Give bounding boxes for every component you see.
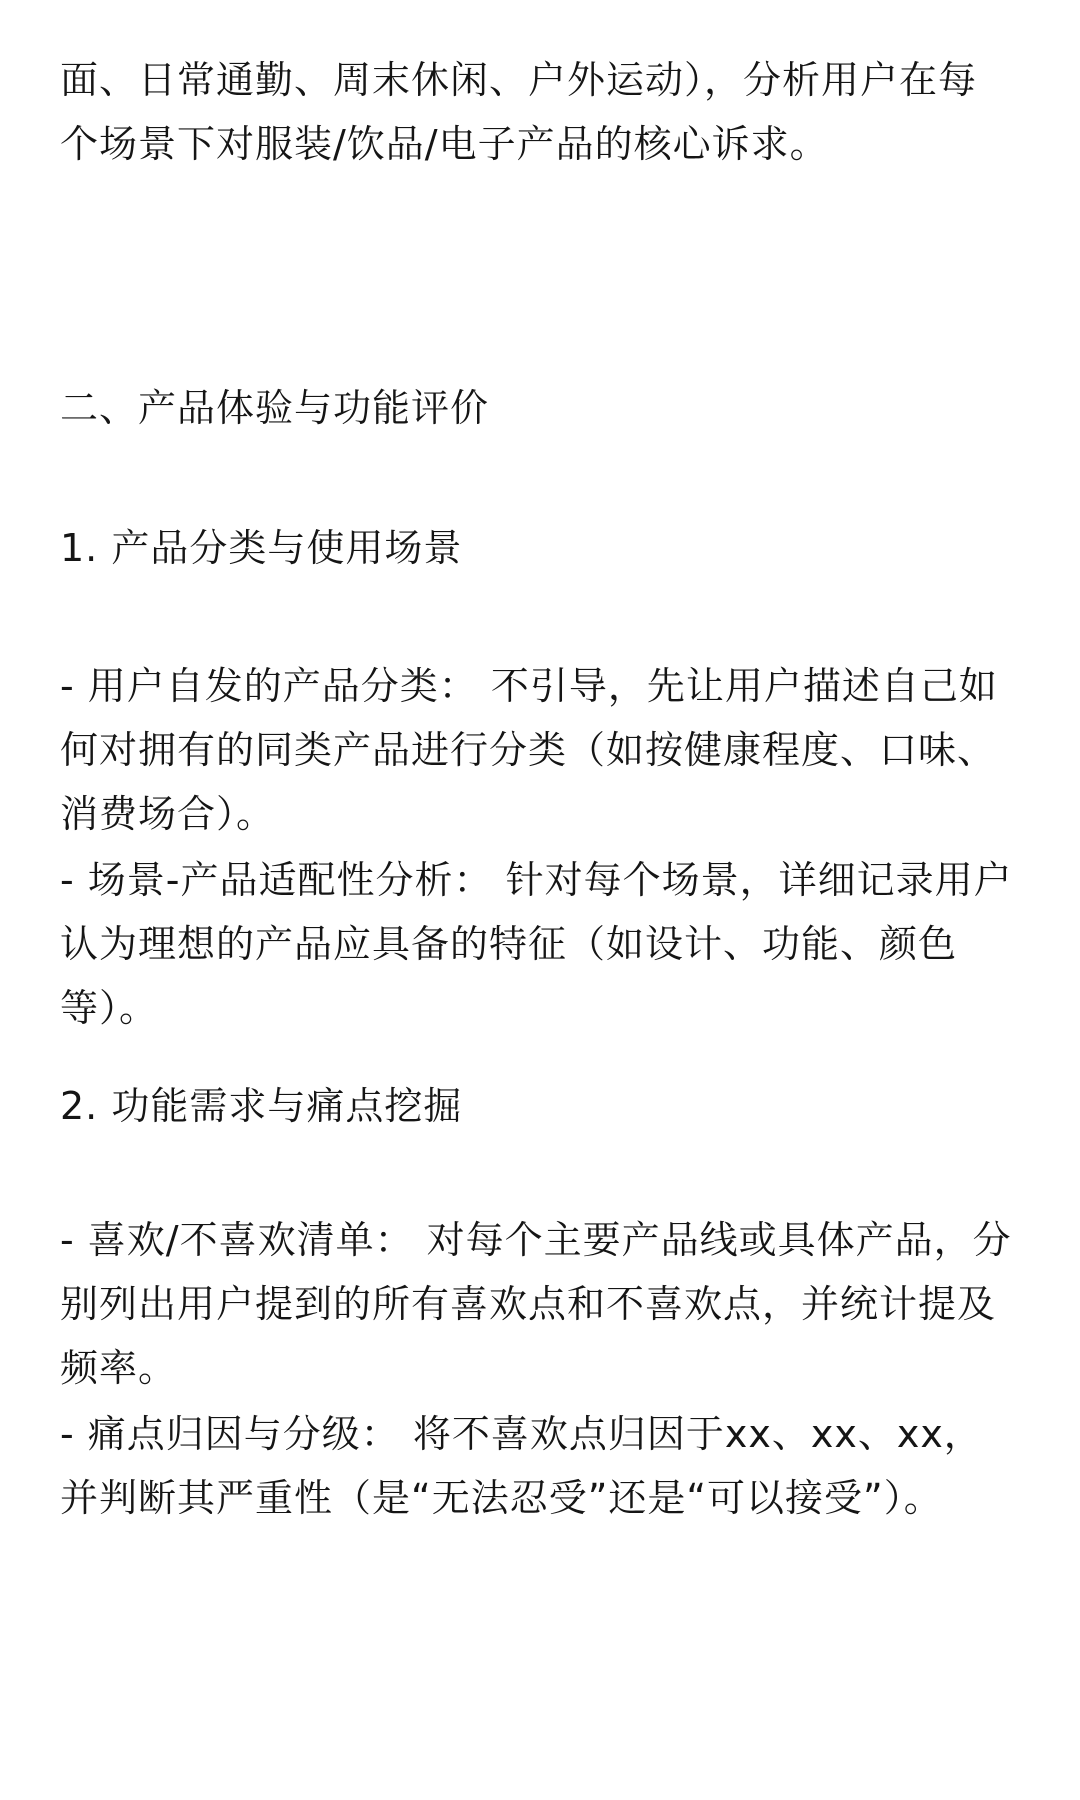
subsection-heading: [60, 1074, 1020, 1138]
intro-paragraph: [60, 48, 1020, 176]
text-line: 等）。: [60, 986, 159, 1030]
text-line: 并判断其严重性（是“无法忍受”还是“可以接受”）。: [60, 1476, 943, 1520]
text-line: 何对拥有的同类产品进行分类（如按健康程度、口味、: [60, 728, 997, 772]
subsection-heading-text: 1. 产品分类与使用场景: [60, 526, 463, 570]
text-line: 频率。: [60, 1346, 178, 1390]
bullet-paragraph: [60, 848, 1020, 1040]
section-heading: [60, 376, 1020, 440]
text-line: - 用户自发的产品分类： 不引导，先让用户描述自己如: [60, 664, 998, 708]
text-line: - 喜欢/不喜欢清单： 对每个主要产品线或具体产品，分: [60, 1218, 1012, 1262]
bullet-paragraph: [60, 1208, 1020, 1400]
subsection-heading-text: 2. 功能需求与痛点挖掘: [60, 1084, 463, 1128]
text-line: - 场景-产品适配性分析： 针对每个场景，详细记录用户: [60, 858, 1013, 902]
bullet-paragraph: [60, 1402, 1020, 1530]
subsection-heading: [60, 516, 1020, 580]
text-line: - 痛点归因与分级： 将不喜欢点归因于xx、xx、xx，: [60, 1412, 983, 1456]
text-line: 认为理想的产品应具备的特征（如设计、功能、颜色: [60, 922, 958, 966]
section-heading-text: 二、产品体验与功能评价: [60, 386, 490, 430]
text-line: 消费场合）。: [60, 792, 276, 836]
text-line: 别列出用户提到的所有喜欢点和不喜欢点，并统计提及: [60, 1282, 997, 1326]
text-line: 个场景下对服装/饮品/电子产品的核心诉求。: [60, 122, 829, 166]
bullet-paragraph: [60, 654, 1020, 846]
text-line: 面、日常通勤、周末休闲、户外运动），分析用户在每: [60, 58, 978, 102]
